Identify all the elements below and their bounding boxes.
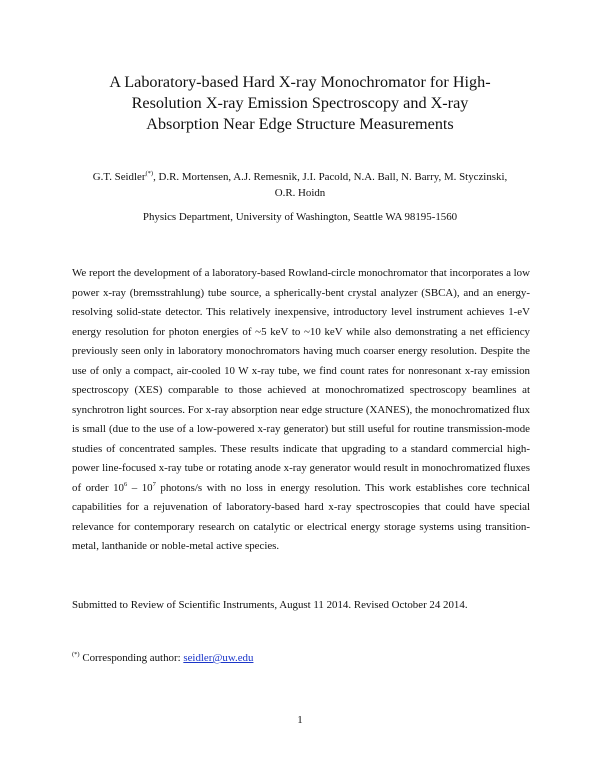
abstract-exponent-2: 7 [152, 480, 156, 488]
footnote-mark: (*) [72, 651, 80, 658]
paper-title [60, 72, 540, 135]
page-number: 1 [297, 714, 303, 726]
title-line-1: A Laboratory-based Hard X-ray Monochromator for High- [109, 73, 491, 91]
title-line-3: Absorption Near Edge Structure Measurements [146, 115, 454, 133]
other-authors: , D.R. Mortensen, A.J. Remesnik, J.I. Pacold, N.A. Ball, N. Barry, M. Styczinski, [153, 171, 508, 183]
first-author: G.T. Seidler [92, 171, 146, 183]
affiliation: Physics Department, University of Washington, Seattle WA 98195-1560 [142, 211, 458, 223]
abstract-exponent-1: 6 [123, 480, 128, 488]
abstract-paragraph [72, 264, 530, 557]
corresponding-author-mark: (*) [145, 170, 154, 177]
footnote-label: Corresponding author: [79, 652, 184, 664]
author-list [60, 169, 540, 201]
abstract-text-3: photons/s with no loss in energy resolution. This work establishes core technical capabilities for a rejuvenation of laboratory-based hard x-ray spectroscopies that could have special relevance for contemporary research on catalytic or electrical energy storage systems using transition-metal, lanthanide or noble-metal active species. [72, 481, 530, 552]
email-link[interactable]: seidler@uw.edu [183, 652, 254, 664]
title-line-2: Resolution X-ray Emission Spectroscopy and X-ray [131, 94, 469, 112]
submission-note: Submitted to Review of Scientific Instruments, August 11 2014. Revised October 24 2014. [72, 599, 468, 611]
author-line-1 [60, 169, 540, 185]
abstract-text-1: We report the development of a laboratory-based Rowland-circle monochromator that incorporates a low power x-ray (bremsstrahlung) tube source, a spherically-bent crystal analyzer (SBCA), and an energy-resolving solid-state detector. This relatively inexpensive, introductory level instrument achieves 1-eV energy resolution for photon energies of ~5 keV to ~10 keV while also demonstrating a net efficiency previously seen only in laboratory monochromators having much coarser energy resolution. Despite the use of only a compact, air-cooled 10 W x-ray tube, we find count rates for nonresonant x-ray emission spectroscopy (XES) comparable to those achieved at monochromatized spectroscopy beamlines at synchrotron light sources. For x-ray absorption near edge structure (XANES), the monochromatized flux is small (due to the use of a low-powered x-ray generator) but still useful for routine transmission-mode studies of concentrated samples. These results indicate that upgrading to a standard commercial high-power line-focused x-ray tube or rotating anode x-ray generator would result in monochromatized fluxes of order 10 [72, 267, 530, 494]
author-line-2: O.R. Hoidn [274, 187, 326, 199]
abstract-text-2: – 10 [127, 481, 153, 494]
corresponding-author-footnote [72, 650, 532, 666]
